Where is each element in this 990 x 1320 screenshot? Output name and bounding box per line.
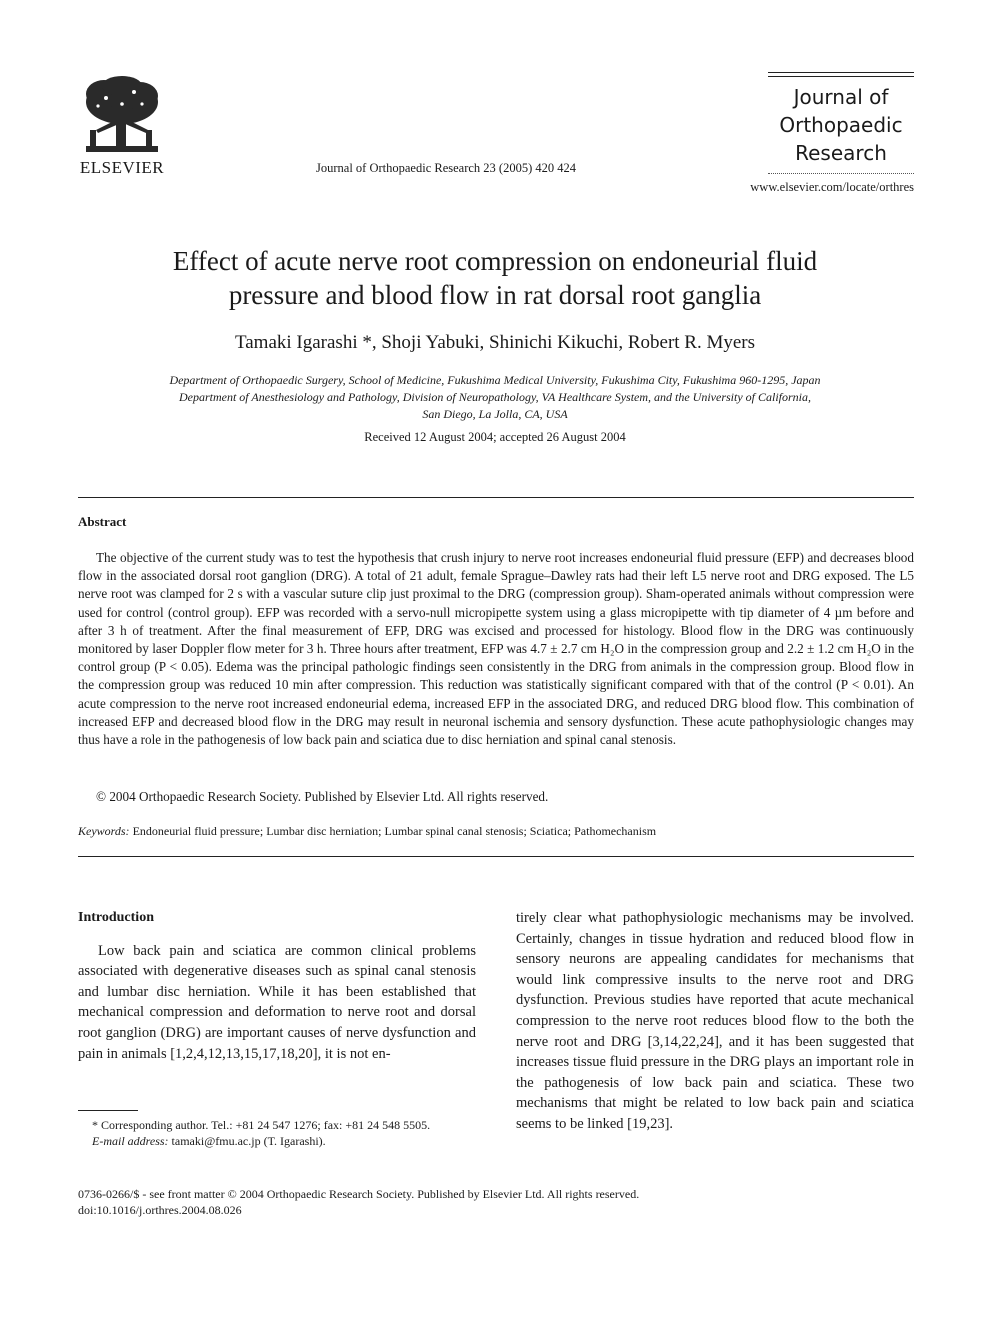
front-matter-info: [78, 1186, 639, 1218]
elsevier-tree-icon: [76, 74, 168, 158]
email-label: E-mail address:: [92, 1134, 169, 1148]
journal-name-line: Journal of: [793, 85, 889, 109]
article-title: [80, 244, 910, 312]
masthead-rule: [768, 173, 914, 175]
publisher-name: ELSEVIER: [79, 158, 165, 177]
journal-masthead: [768, 72, 914, 175]
author-list: Tamaki Igarashi *, Shoji Yabuki, Shinichi Kikuchi, Robert R. Myers: [234, 332, 756, 353]
title-line: Effect of acute nerve root compression on endoneurial fluid: [172, 246, 818, 276]
affiliation-line: Department of Orthopaedic Surgery, School of Medicine, Fukushima Medical University, Fukushima City, Fukushima 960-1295, Japan: [169, 373, 821, 387]
footnote: [78, 1117, 476, 1149]
keywords-list: Endoneurial fluid pressure; Lumbar disc herniation; Lumbar spinal canal stenosis; Sciatica; Pathomechanism: [132, 824, 657, 838]
issn-line: 0736-0266/$ - see front matter © 2004 Orthopaedic Research Society. Published by Elsevier Ltd. All rights reserved.: [78, 1187, 640, 1201]
right-column: [516, 908, 914, 1135]
footnote-divider: [78, 1110, 138, 1111]
masthead-rule: [768, 76, 914, 77]
introduction-paragraph-continued: tirely clear what pathophysiologic mechanisms may be involved. Certainly, changes in tissue hydration and reduced blood flow in sensory neurons are appealing candidates for mechanisms that would link compressive insults to the nerve root and DRG dysfunction. Previous studies have reported that acute mechanical compression to the nerve root reduces blood flow to the both the nerve root and DRG [3,14,22,24], and it has been suggested that increases tissue fluid pressure in the DRG plays an important role in the pathogenesis of low back pain and sciatica. These two mechanisms that might be related to low back pain and sciatica seems to be linked [19,23].: [516, 910, 914, 1132]
affiliations: [80, 372, 910, 423]
affiliation-line: Department of Anesthesiology and Pathology, Division of Neuropathology, VA Healthcare System, and the University of California,: [178, 390, 812, 404]
keywords: [78, 823, 914, 839]
journal-name: [768, 83, 914, 167]
keywords-label: Keywords:: [78, 824, 130, 838]
received-dates: Received 12 August 2004; accepted 26 August 2004: [364, 430, 626, 444]
corresponding-author-note: * Corresponding author. Tel.: +81 24 547 1276; fax: +81 24 548 5505.: [92, 1118, 431, 1132]
section-divider: [78, 497, 914, 498]
email-address[interactable]: tamaki@fmu.ac.jp (T. Igarashi).: [171, 1134, 326, 1148]
abstract-heading: Abstract: [78, 514, 127, 529]
journal-name-line: Orthopaedic: [779, 113, 903, 137]
elsevier-logo: [76, 74, 168, 176]
journal-name-line: Research: [795, 141, 887, 165]
doi-line[interactable]: doi:10.1016/j.orthres.2004.08.026: [78, 1203, 242, 1217]
copyright-line: © 2004 Orthopaedic Research Society. Published by Elsevier Ltd. All rights reserved.: [96, 789, 549, 804]
affiliation-line: San Diego, La Jolla, CA, USA: [422, 407, 568, 421]
masthead-rule: [768, 72, 914, 73]
title-line: pressure and blood flow in rat dorsal root ganglia: [228, 280, 762, 310]
journal-citation: Journal of Orthopaedic Research 23 (2005) 420 424: [316, 161, 576, 175]
introduction-heading: Introduction: [78, 910, 154, 925]
introduction-paragraph: Low back pain and sciatica are common clinical problems associated with degenerative diseases such as spinal canal stenosis and lumbar disc herniation. While it has been established that mechanical compression and deformation to nerve root and dorsal root ganglion (DRG) are important causes of nerve dysfunction and pain in animals [1,2,4,12,13,15,17,18,20], it is not en-: [78, 942, 476, 1062]
abstract-text: The objective of the current study was to test the hypothesis that crush injury to nerve root increases endoneurial fluid pressure (EFP) and decreases blood flow in the associated dorsal root ganglion (DRG). A total of 21 adult, female Sprague–Dawley rats had their left L5 nerve root and DRG exposed. The L5 nerve root was clamped for 2 s with a vascular suture clip just proximal to the DRG (compression group). Sham-operated animals without compression were used for control (control group). EFP was recorded with a servo-null micropipette system using a glass micropipette with tip diameter of 4 µm before and after 3 h of treatment. After the final measurement of EFP, DRG was excised and processed for histology. Blood flow in the DRG was continuously monitored by laser Doppler flow meter for 3 h. Three hours after treatment, EFP was 4.7 ± 2.7 cm H₂O in the compression group and 2.2 ± 1.2 cm H₂O in the control group (P < 0.05). Edema was the principal pathologic findings seen consistently in the DRG from animals in the compression group. Blood flow in the compression group was reduced 10 min after compression. This reduction was statistically significant compared with that of the control (P < 0.01). An acute compression to the nerve root increased endoneurial edema, increased EFP in the associated DRG, and reduced DRG blood flow. This combination of increased EFP and decreased blood flow in the DRG may result in neuronal ischemia and sensory dysfunction. These acute pathophysiologic changes may thus have a role in the pathogenesis of low back pain and sciatica due to disc herniation and spinal canal stenosis.: [78, 550, 914, 748]
left-column: [78, 908, 476, 1064]
section-divider: [78, 856, 914, 857]
journal-url[interactable]: www.elsevier.com/locate/orthres: [750, 180, 914, 194]
